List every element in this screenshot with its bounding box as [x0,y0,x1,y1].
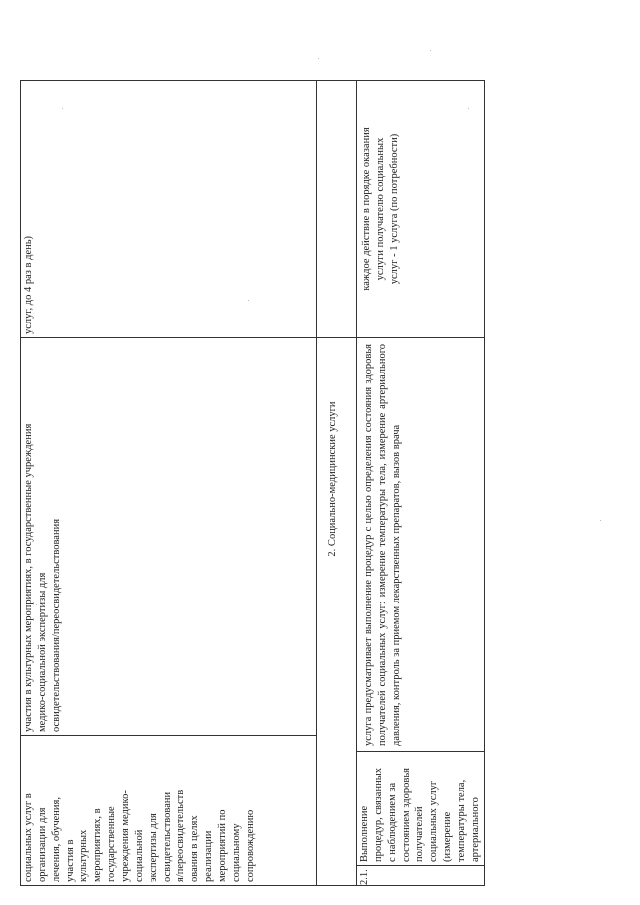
row2-service-name: Выполнение процедур, связанных с наблюдением за состоянием здоровья получателей социальных услуг (измерение температуры тела, артериального [359,767,481,862]
row2-number: 2.1. [359,869,370,885]
row2-frequency: каждое действие в порядке оказания услуги получателю социальных услуг - 1 услуга (по потребности) [361,127,400,291]
section-title: 2. Социально-медицинские услуги [327,401,338,557]
section-header [316,80,356,886]
rotated-services-table [20,80,485,886]
row1-frequency: услуг, до 4 раз в день) [23,235,34,334]
row2-service-description: услуга предусматривает выполнение процедур с целью определения состояния здоровья получателей социальных услуг: измерение температуры тела, измерение артериального давления, контроль за приемом лекарственных препаратов, вызов врача [363,344,402,746]
row1-service-description: участия в культурных мероприятиях, в государственные учреждения медико-социальной экспертизы для освидетельствования/переосвидетельствования [23,423,62,732]
row1-service-name: социальных услуг в организации для лечения, обучения, участия в культурных мероприятиях, в государственные учреждения медико- социальной экспертизы для освидетельствовани я/переосвидетельств ования в целях реализации мероприятий по социальному сопровождению [23,789,256,882]
